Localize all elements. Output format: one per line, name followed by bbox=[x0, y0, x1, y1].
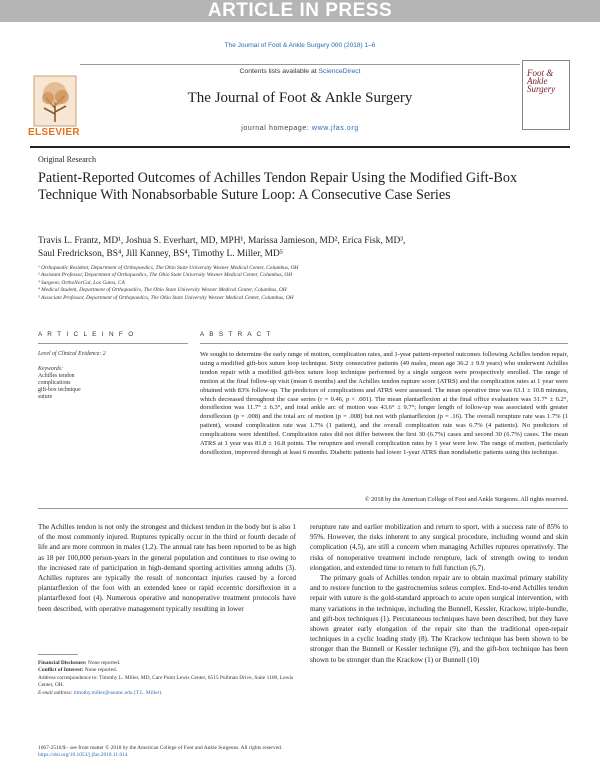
footnotes bbox=[38, 660, 296, 697]
conflict-label: Conflict of Interest: bbox=[38, 667, 84, 674]
affiliations bbox=[38, 265, 568, 302]
keyword-2: complications bbox=[38, 380, 71, 386]
affiliation-4: ⁴ Medical Student, Department of Orthopaedics, The Ohio State University Wexner Medical Center, Columbus, OH bbox=[38, 287, 287, 294]
cover-text: Foot & Ankle Surgery bbox=[527, 68, 556, 94]
body-right-column bbox=[310, 522, 568, 665]
contents-prefix: Contents lists available at bbox=[239, 68, 319, 75]
article-title: Patient-Reported Outcomes of Achilles Tendon Repair Using the Modified Gift-Box Technique With Nonabsorbable Suture Loop: A Consecutive Case Series bbox=[38, 170, 518, 203]
elsevier-wordmark: ELSEVIER bbox=[28, 127, 80, 138]
contents-line bbox=[80, 68, 520, 75]
authors-line-1: Travis L. Frantz, MD¹, Joshua S. Everhart, MD, MPH¹, Marissa Jamieson, MD², Erica Fisk, MD³, bbox=[38, 236, 406, 246]
keyword-4: suture bbox=[38, 394, 53, 400]
article-info-heading: A R T I C L E I N F O bbox=[38, 331, 135, 338]
article-info-rule bbox=[38, 343, 188, 344]
front-matter-line: 1067-2516/$ - see front matter © 2018 by the American College of Foot and Ankle Surgeons. All rights reserved. bbox=[38, 745, 283, 751]
affiliation-3: ³ Surgeon, OrthoNorCal, Los Gatos, CA bbox=[38, 279, 125, 286]
body-left-paragraph: The Achilles tendon is not only the strongest and thickest tendon in the body but is also 1 of the most commonly injured. Ruptures typically occur in the third or fourth decade of life and are more common in males (1,2). The annual rate has been reported to be as high as 18 per 100,000 person-years in the general population and continues to rise owing to the increased rate of participation in high-demand sporting activities among adults (3). Achilles ruptures are typically the result of noncontact injuries caused by a forced plantarflexion of the foot with an extended knee or rapid eccentric dorsiflexion in a plantarflexed foot (4). Numerous operative and nonoperative treatment protocols have been described, with operative management typically resulting in lower bbox=[38, 523, 296, 613]
email-link[interactable]: timothy.miller@osumc.edu (T.L. Miller). bbox=[73, 689, 163, 696]
keyword-1: Achilles tendon bbox=[38, 373, 75, 379]
homepage-link[interactable]: www.jfas.org bbox=[311, 125, 359, 132]
journal-homepage bbox=[80, 125, 520, 132]
footnote-rule bbox=[38, 654, 78, 655]
conflict-text: None reported. bbox=[83, 667, 118, 674]
abstract-copyright: © 2018 by the American College of Foot and Ankle Surgeons. All rights reserved. bbox=[364, 496, 568, 503]
doi-link[interactable]: https://doi.org/10.1053/j.jfas.2018.11.014 bbox=[38, 752, 128, 758]
author-list bbox=[38, 235, 568, 261]
financial-disclosure bbox=[38, 660, 296, 667]
affiliation-1: ¹ Orthopaedic Resident, Department of Orthopaedics, The Ohio State University Wexner Medical Center, Columbus, OH bbox=[38, 265, 299, 271]
abstract-rule bbox=[200, 343, 568, 344]
authors-line-2: Saul Fredrickson, BS⁴, Jill Kanney, BS⁴, Timothy L. Miller, MD⁵ bbox=[38, 249, 284, 259]
keyword-3: gift-box technique bbox=[38, 387, 81, 393]
journal-cover-thumbnail[interactable] bbox=[522, 60, 570, 130]
keywords-block bbox=[38, 366, 188, 401]
financial-disclosure-text: None reported. bbox=[86, 660, 121, 666]
abstract-text: We sought to determine the early range of motion, complication rates, and 1-year patient-reported outcomes following Achilles tendon repair, using a modified gift-box suture loop technique. Sixty consecutive patients (49 males, mean age 36.2 ± 9.9 years) who underwent Achilles tendon repair with a modified gift-box suture loop technique performed by a single surgeon were prospectively enrolled. The range of motion at the final follow-up visit (mean 6 months) and the Achilles tendon rupture score (ATRS) and the complication rates at 1 year were obtained with 83% follow-up. The predictors of complications and ATRS were assessed. The mean operative time was 63.1 ± 10.8 minutes, which decreased throughout the case series (r = 0.46, p < .001). The mean plantarflexion at the final office evaluation was 31.7° ± 6.2°, dorsiflexion was 11.7° ± 6.3°, and total ankle arc of motion was 43.6° ± 9.7°; longer length of follow-up was associated with greater dorsiflexion (p = .008) and the total arc of motion (p = .008) but not with plantarflexion (p = .16). The overall rerupture rate was 1.7% (1 patient), wound complication rate was 1.7% (1 patient), and the overall complication rate was 6.7% (4 patients). No predictors of complications were identified. Complication rates did not differ between the first 30 (6.7%) cases and second 30 (6.7%) cases. The mean ATRS at 1 year was 81.8 ± 16.8 points. The rerupture and overall complication rates by 1 year were low. The range of motion, particularly dorsiflexion, improved through at least 6 months. Diabetic patients had lower 1-year ATRS than nondiabetic patients using this technique. bbox=[200, 351, 568, 456]
header-rule bbox=[30, 146, 570, 148]
email-line bbox=[38, 690, 296, 697]
sciencedirect-link[interactable]: ScienceDirect bbox=[318, 68, 361, 75]
body-right-paragraph-2: The primary goals of Achilles tendon repair are to obtain maximal primary stability and to restore function to the gastrocnemius soleus complex. End-to-end Achilles tendon repair with suture is the gold-standard approach to acute open surgical intervention, with many variations in the technique, including the Bunnell, Kessler, Krackow, triple-bundle, and gift-box techniques (1). Percutaneous techniques have been described, but they have shown greater early elongation of the repair site than the traditional open-repair techniques in a cyclic loading study (8). The Krackow technique has been shown to be stronger than the Bunnell or Kessler technique (9), and the gift-box technique has been shown to be stronger than the Krackow (1) or Bunnell (10) bbox=[310, 574, 568, 664]
email-label: E-mail address: bbox=[38, 689, 73, 696]
body-right-paragraph-1: rerupture rate and earlier mobilization and return to sport, with a success rate of 85% to 95%. However, the risks inherent to any surgical procedure, including wound and skin complication (4,5), are still a concern when managing Achilles ruptures operatively. The risks of nonoperative treatment include rerupture, lack of strength owing to tendon elongation, and extended time to return to full function (6,7). bbox=[310, 523, 568, 572]
affiliation-5: ⁵ Associate Professor, Department of Orthopaedics, The Ohio State University Wexner Medical Center, Columbus, OH bbox=[38, 294, 294, 301]
homepage-prefix: journal homepage: bbox=[241, 125, 312, 132]
financial-disclosure-label: Financial Disclosure: bbox=[38, 660, 87, 666]
article-in-press-banner: ARTICLE IN PRESS bbox=[0, 0, 600, 22]
correspondence-address: Address correspondence to: Timothy L. Miller, MD, Care Point Lewis Center, 6515 Pullman Drive, Suite 1100, Lewis Center, OH. bbox=[38, 674, 294, 689]
abstract-heading: A B S T R A C T bbox=[200, 331, 273, 338]
abstract-bottom-rule bbox=[38, 508, 568, 509]
article-type: Original Research bbox=[38, 155, 96, 164]
affiliation-2: ² Assistant Professor, Department of Orthopaedics, The Ohio State University Wexner Medical Center, Columbus, OH bbox=[38, 272, 293, 279]
level-of-evidence: Level of Clinical Evidence: 2 bbox=[38, 351, 106, 357]
front-matter-footer bbox=[38, 745, 568, 759]
journal-title: The Journal of Foot & Ankle Surgery bbox=[187, 90, 413, 106]
conflict-of-interest bbox=[38, 667, 296, 674]
journal-citation[interactable]: The Journal of Foot & Ankle Surgery 000 (2018) 1–6 bbox=[224, 42, 376, 49]
keywords-label: Keywords: bbox=[38, 366, 63, 372]
